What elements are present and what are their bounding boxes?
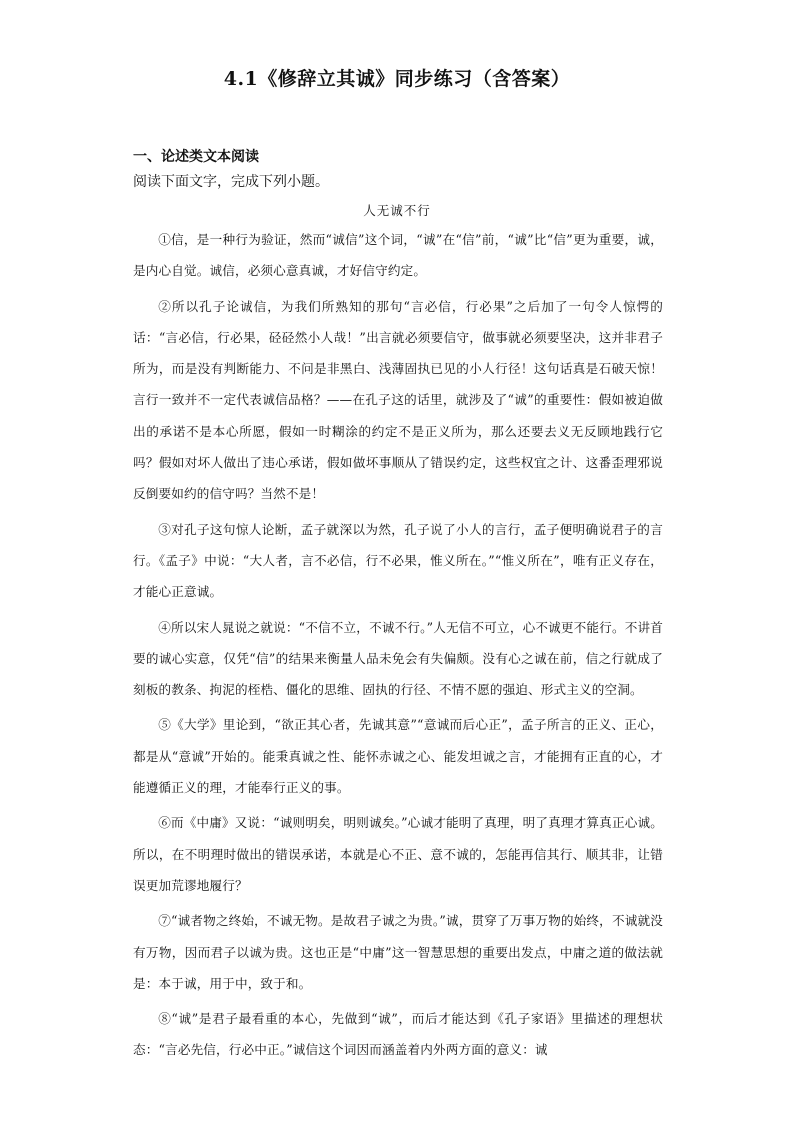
article-title: 人无诚不行 xyxy=(363,203,431,218)
paragraph-2: ②所以孔子论诚信，为我们所熟知的那句“言必信，行必果”之后加了一句令人惊愕的话：“言必信，行必果，硁硁然小人哉！”出言就必须要信守，做事就必须要坚决，这并非君子所为，而是没有判断能力、不问是非黑白、浅薄固执已见的小人行径！这句话真是石破天惊！言行一致并不一定代表诚信品格？——在孔子这的话里，就涉及了“诚”的重要性：假如被迫做出的承诺不是本心所愿，假如一时糊涂的约定不是正义所为，那么还要去义无反顾地践行它吗？假如对坏人做出了违心承诺，假如做坏事顺从了错误约定，这些权宜之计、这番歪理邪说反倒要如约的信守吗？当然不是！ xyxy=(133,298,663,502)
paragraph-6: ⑥而《中庸》又说：“诚则明矣，明则诚矣。”心诚才能明了真理，明了真理才算真正心诚。所以，在不明理时做出的错误承诺，本就是心不正、意不诚的，怎能再信其行、顺其非，让错误更加荒谬地履行？ xyxy=(133,815,663,893)
paragraph-3: ③对孔子这句惊人论断，孟子就深以为然，孔子说了小人的言行，孟子便明确说君子的言行。《孟子》中说：“大人者，言不必信，行不必果，惟义所在。”“惟义所在”，唯有正义存在，才能心正意诚。 xyxy=(133,521,663,600)
document-title: 4.1《修辞立其诚》同步练习（含答案） xyxy=(223,68,571,90)
reading-instruction: 阅读下面文字，完成下列小题。 xyxy=(133,174,329,190)
paragraph-4: ④所以宋人晁说之就说：“不信不立，不诚不行。”人无信不可立，心不诚更不能行。不讲首要的诚心实意，仅凭“信”的结果来衡量人品未免会有失偏颇。没有心之诚在前，信之行就成了刻板的教条、拘泥的桎梏、僵化的思维、固执的行径、不情不愿的强迫、形式主义的空洞。 xyxy=(133,619,663,698)
section-heading: 一、论述类文本阅读 xyxy=(133,149,259,165)
paragraph-8: ⑧“诚”是君子最看重的本心，先做到“诚”，而后才能达到《孔子家语》里描述的理想状态：“言必先信，行必中正。”诚信这个词因而涵盖着内外两方面的意义：诚 xyxy=(133,1011,663,1058)
paragraph-7: ⑦“诚者物之终始，不诚无物。是故君子诚之为贵。”诚，贯穿了万事万物的始终，不诚就没有万物，因而君子以诚为贵。这也正是“中庸”这一智慧思想的重要出发点，中庸之道的做法就是：本于诚，用于中，致于和。 xyxy=(133,913,663,991)
paragraph-5: ⑤《大学》里论到，“欲正其心者，先诚其意”“意诚而后心正”，孟子所言的正义、正心，都是从“意诚”开始的。能秉真诚之性、能怀赤诚之心、能发坦诚之言，才能拥有正直的心，才能遵循正义的理，才能奉行正义的事。 xyxy=(133,717,663,796)
paragraph-1: ①信，是一种行为验证，然而“诚信”这个词，“诚”在“信”前，“诚”比“信”更为重要，诚，是内心自觉。诚信，必须心意真诚，才好信守约定。 xyxy=(133,232,663,279)
article-body xyxy=(133,224,663,1070)
